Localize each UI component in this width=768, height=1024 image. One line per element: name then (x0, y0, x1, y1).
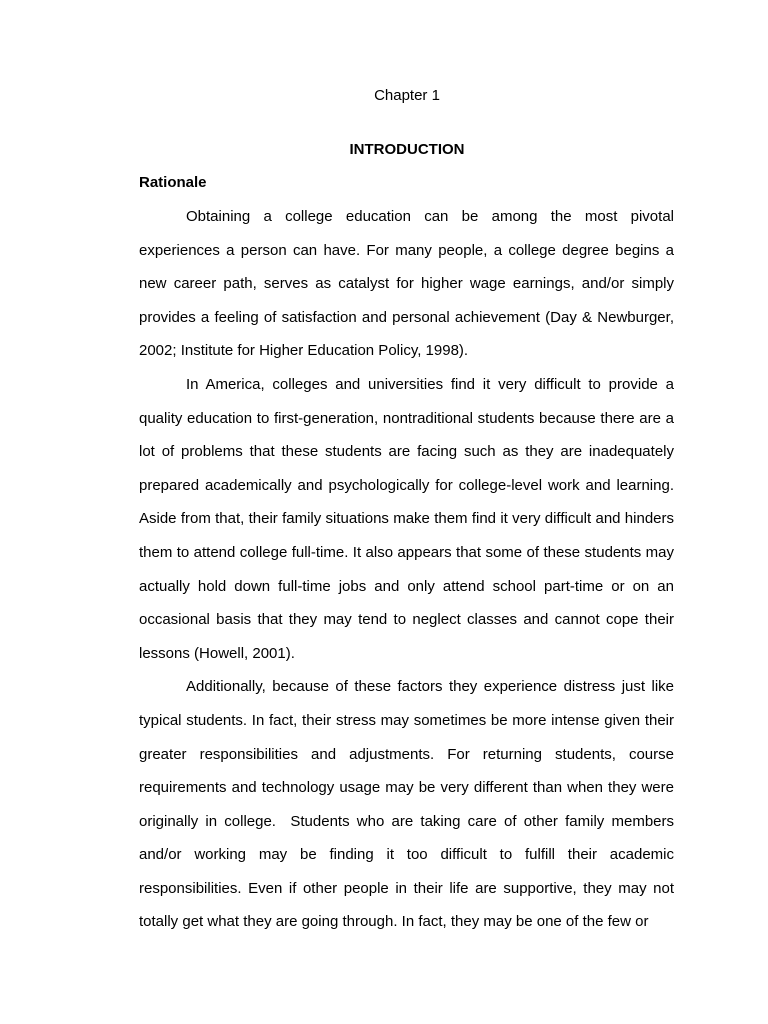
paragraph: Additionally, because of these factors they experience distress just like typical students. In fact, their stress may sometimes be more intense given their greater responsibilities and adjustments. For returning students, course requirements and technology usage may be very different than when they were originally in college. Students who are taking care of other family members and/or working may be finding it too difficult to fulfill their academic responsibilities. Even if other people in their life are supportive, they may not totally get what they are going through. In fact, they may be one of the few or (139, 678, 679, 931)
chapter-title: INTRODUCTION (349, 141, 465, 158)
body-text (139, 200, 683, 939)
chapter-label: Chapter 1 (374, 87, 440, 104)
section-heading: Rationale (139, 174, 207, 191)
paragraph: Obtaining a college education can be among the most pivotal experiences a person can have. For many people, a college degree begins a new career path, serves as catalyst for higher wage earnings, and/or simply provides a feeling of satisfaction and personal achievement (Day & Newburger, 2002; Institute for Higher Education Policy, 1998). (139, 208, 679, 360)
paragraph: In America, colleges and universities find it very difficult to provide a quality education to first-generation, nontraditional students because there are a lot of problems that these students are facing such as they are inadequately prepared academically and psychologically for college-level work and learning. Aside from that, their family situations make them find it very difficult and hinders them to attend college full-time. It also appears that some of these students may actually hold down full-time jobs and only attend school part-time or on an occasional basis that they may tend to neglect classes and cannot cope their lessons (Howell, 2001). (139, 375, 683, 662)
